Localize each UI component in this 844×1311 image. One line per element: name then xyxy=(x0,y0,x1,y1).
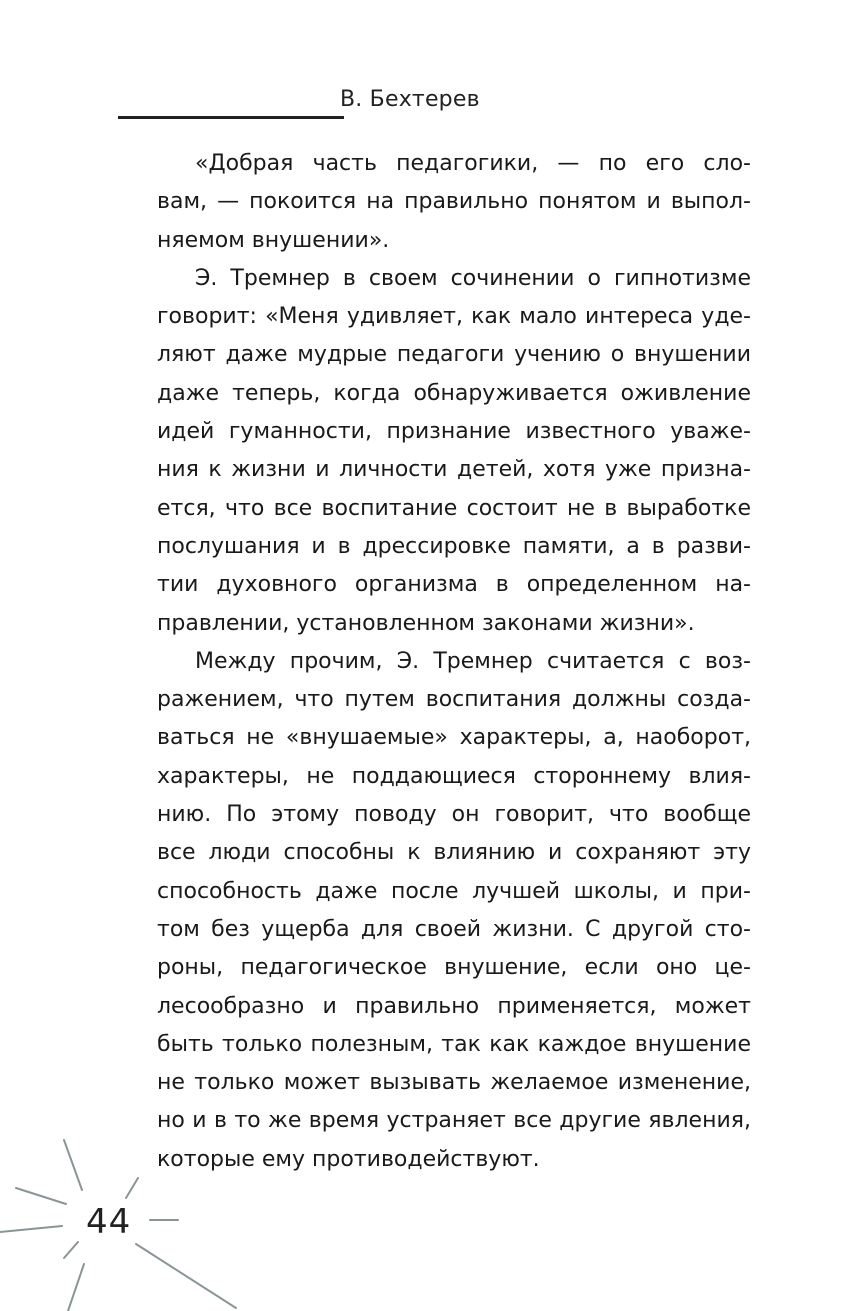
text-line: даже теперь, когда обнаруживается оживление xyxy=(157,380,751,406)
text-line: не только может вызывать желаемое изменение, xyxy=(157,1070,751,1096)
text-line: все люди способны к влиянию и сохраняют эту xyxy=(157,840,751,866)
text-line: вам, — покоится на правильно понятом и выпол- xyxy=(157,189,751,215)
page-number-ornament xyxy=(0,1130,260,1311)
body-text xyxy=(157,145,751,1179)
text-line: том без ущерба для своей жизни. С другой сто- xyxy=(157,916,751,942)
text-line: лесообразно и правильно применяется, может xyxy=(157,993,751,1019)
text-line: «Добрая часть педагогики, — по его сло- xyxy=(195,151,751,176)
running-head-rule xyxy=(118,116,344,119)
text-line: говорит: «Меня удивляет, как мало интереса уде- xyxy=(157,304,751,330)
text-line: послушания и в дрессировке памяти, а в разви- xyxy=(157,533,751,559)
text-line: ражением, что путем воспитания должны созда- xyxy=(157,687,751,713)
text-line: ляют даже мудрые педагоги учению о внушении xyxy=(157,342,751,368)
text-line: нию. По этому поводу он говорит, что вообще xyxy=(157,802,751,828)
text-line: идей гуманности, признание известного уваже- xyxy=(157,419,751,445)
page-number: 44 xyxy=(86,1202,132,1242)
running-head-author: В. Бехтерев xyxy=(340,87,480,112)
text-line: способность даже после лучшей школы, и при- xyxy=(157,878,751,904)
text-line: Между прочим, Э. Тремнер считается с воз- xyxy=(195,648,751,674)
text-line: няемом внушении». xyxy=(157,227,390,253)
text-line: ваться не «внушаемые» характеры, а, наоборот, xyxy=(157,725,751,751)
text-line: ния к жизни и личности детей, хотя уже призна- xyxy=(157,457,751,483)
text-line: быть только полезным, так как каждое внушение xyxy=(157,1031,751,1057)
text-line: которые ему противодействуют. xyxy=(157,1146,540,1172)
text-line: но и в то же время устраняет все другие явления, xyxy=(157,1108,751,1134)
text-line: тии духовного организма в определенном на- xyxy=(157,572,751,598)
text-line: ется, что все воспитание состоит не в выработке xyxy=(157,495,751,521)
text-line: Э. Тремнер в своем сочинении о гипнотизме xyxy=(195,265,751,291)
text-line: характеры, не поддающиеся стороннему влия- xyxy=(157,763,751,789)
text-line: роны, педагогическое внушение, если оно це- xyxy=(157,955,751,981)
text-line: правлении, установленном законами жизни». xyxy=(157,610,695,636)
